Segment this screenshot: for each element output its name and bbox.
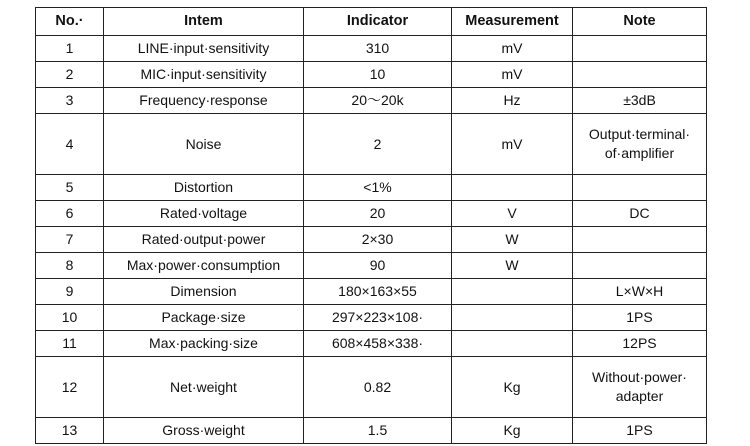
header-note: Note [573,8,707,36]
table-row [36,253,707,279]
cell-measurement: mV [452,36,573,62]
cell-item: MIC·input·sensitivity [104,62,304,88]
cell-measurement: Hz [452,88,573,114]
table-row [36,357,707,418]
header-measurement: Measurement [452,8,573,36]
cell-note: 1PS [573,418,707,444]
cell-item: LINE·input·sensitivity [104,36,304,62]
cell-note: 1PS [573,305,707,331]
cell-measurement: Kg [452,357,573,418]
cell-no: 3 [36,88,104,114]
cell-item: Max·power·consumption [104,253,304,279]
table-row [36,114,707,175]
table-row [36,279,707,305]
table-row [36,88,707,114]
cell-measurement [452,305,573,331]
cell-indicator: 1.5 [304,418,452,444]
table-row [36,201,707,227]
cell-indicator: 20 [304,201,452,227]
cell-note [573,62,707,88]
cell-item: Net·weight [104,357,304,418]
spec-table [35,7,707,444]
cell-indicator: 2 [304,114,452,175]
cell-indicator: 297×223×108· [304,305,452,331]
cell-item: Rated·voltage [104,201,304,227]
cell-indicator: 310 [304,36,452,62]
cell-item: Distortion [104,175,304,201]
table-row [36,331,707,357]
cell-indicator: 20～20k [304,88,452,114]
cell-no: 8 [36,253,104,279]
header-indicator: Indicator [304,8,452,36]
table-row [36,418,707,444]
cell-indicator: 90 [304,253,452,279]
cell-no: 6 [36,201,104,227]
cell-note [573,36,707,62]
cell-note: ±3dB [573,88,707,114]
cell-note: L×W×H [573,279,707,305]
cell-indicator: 10 [304,62,452,88]
cell-no: 12 [36,357,104,418]
table-row [36,62,707,88]
cell-item: Rated·output·power [104,227,304,253]
cell-measurement: V [452,201,573,227]
cell-measurement [452,331,573,357]
cell-no: 11 [36,331,104,357]
cell-measurement: W [452,253,573,279]
cell-no: 1 [36,36,104,62]
cell-measurement: Kg [452,418,573,444]
cell-item: Max·packing·size [104,331,304,357]
cell-note: 12PS [573,331,707,357]
table-row [36,305,707,331]
cell-measurement: W [452,227,573,253]
cell-no: 13 [36,418,104,444]
cell-indicator: <1% [304,175,452,201]
table-row [36,175,707,201]
cell-measurement: mV [452,62,573,88]
cell-item: Package·size [104,305,304,331]
cell-no: 5 [36,175,104,201]
cell-indicator: 2×30 [304,227,452,253]
cell-no: 7 [36,227,104,253]
header-no: No.· [36,8,104,36]
cell-no: 9 [36,279,104,305]
cell-no: 10 [36,305,104,331]
cell-measurement [452,175,573,201]
header-item: Intem [104,8,304,36]
table-row [36,227,707,253]
cell-note [573,227,707,253]
cell-note [573,253,707,279]
cell-note: Output·terminal· of·amplifier [573,114,707,175]
cell-note: Without·power· adapter [573,357,707,418]
cell-no: 2 [36,62,104,88]
cell-item: Dimension [104,279,304,305]
cell-item: Frequency·response [104,88,304,114]
cell-measurement [452,279,573,305]
cell-note [573,175,707,201]
cell-item: Gross·weight [104,418,304,444]
cell-no: 4 [36,114,104,175]
cell-indicator: 0.82 [304,357,452,418]
cell-indicator: 180×163×55 [304,279,452,305]
cell-note: DC [573,201,707,227]
header-row [36,8,707,36]
table-row [36,36,707,62]
cell-measurement: mV [452,114,573,175]
cell-item: Noise [104,114,304,175]
cell-indicator: 608×458×338· [304,331,452,357]
